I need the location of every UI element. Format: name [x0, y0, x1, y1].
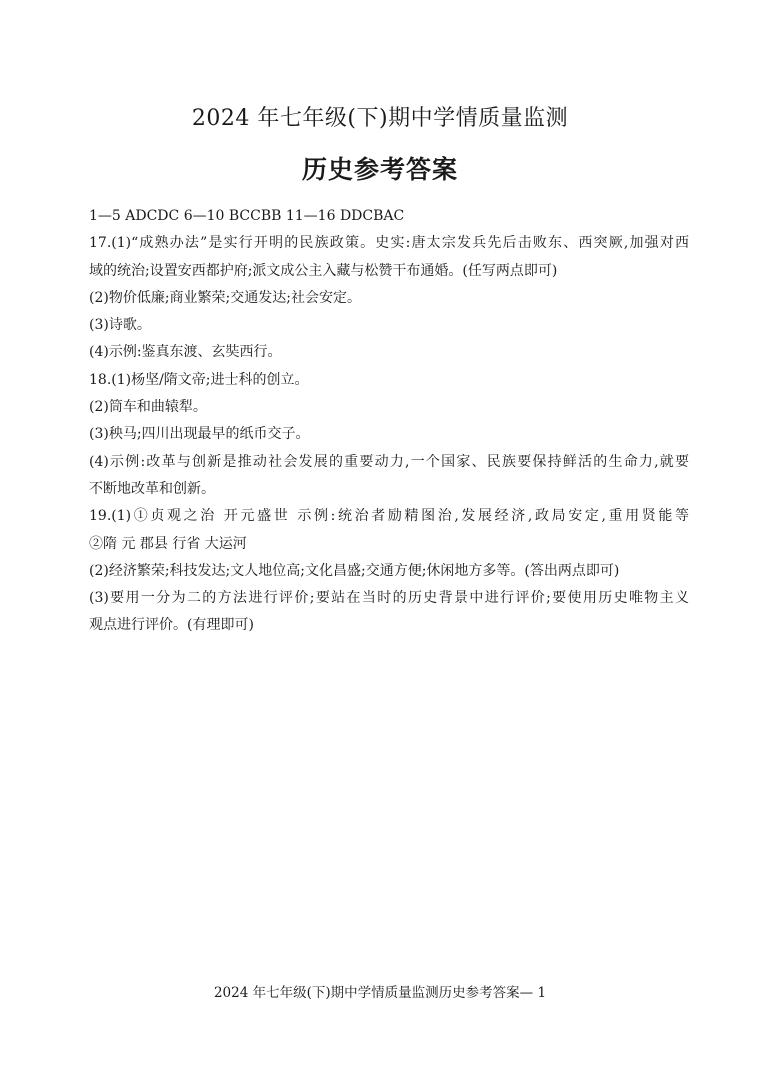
answer-line-19-1b: ②隋 元 郡县 行省 大运河	[89, 535, 247, 552]
answer-line-17-2: (2)物价低廉;商业繁荣;交通发达;社会安定。	[89, 289, 361, 306]
answer-line-19-3a: (3)要用一分为二的方法进行评价;要站在当时的历史背景中进行评价;要使用历史唯物主义	[89, 590, 689, 607]
answer-content	[89, 203, 689, 640]
answer-line-19-3b: 观点进行评价。(有理即可)	[89, 617, 254, 634]
document-subtitle: 历史参考答案	[301, 155, 458, 184]
answer-line-19-1a: 19.(1)①贞观之治 开元盛世 示例:统治者励精图治,发展经济,政局安定,重用贤能等	[89, 508, 689, 525]
answer-line-18-1: 18.(1)杨坚/隋文帝;进士科的创立。	[89, 371, 309, 388]
answer-line-19-2: (2)经济繁荣;科技发达;文人地位高;文化昌盛;交通方便;休闲地方多等。(答出两点即可)	[89, 562, 620, 579]
answer-line-18-2: (2)筒车和曲辕犁。	[89, 399, 207, 416]
answer-line-choice: 1—5 ADCDC 6—10 BCCBB 11—16 DDCBAC	[89, 208, 405, 224]
document-title: 2024 年七年级(下)期中学情质量监测	[191, 106, 569, 131]
answer-line-17-3: (3)诗歌。	[89, 317, 151, 334]
answer-line-18-3: (3)秧马;四川出现最早的纸币交子。	[89, 426, 310, 443]
answer-line-18-4b: 不断地改革和创新。	[89, 480, 215, 497]
answer-line-18-4a: (4)示例:改革与创新是推动社会发展的重要动力,一个国家、民族要保持鲜活的生命力,就要	[89, 453, 689, 470]
answer-line-17-1a: 17.(1)“成熟办法”是实行开明的民族政策。史实:唐太宗发兵先后击败东、西突厥,加强对西	[89, 235, 689, 252]
answer-line-17-1b: 域的统治;设置安西都护府;派文成公主入藏与松赞干布通婚。(任写两点即可)	[89, 262, 558, 279]
page-footer: 2024 年七年级(下)期中学情质量监测历史参考答案— 1	[213, 985, 547, 1001]
answer-line-17-4: (4)示例:鉴真东渡、玄奘西行。	[89, 344, 282, 361]
